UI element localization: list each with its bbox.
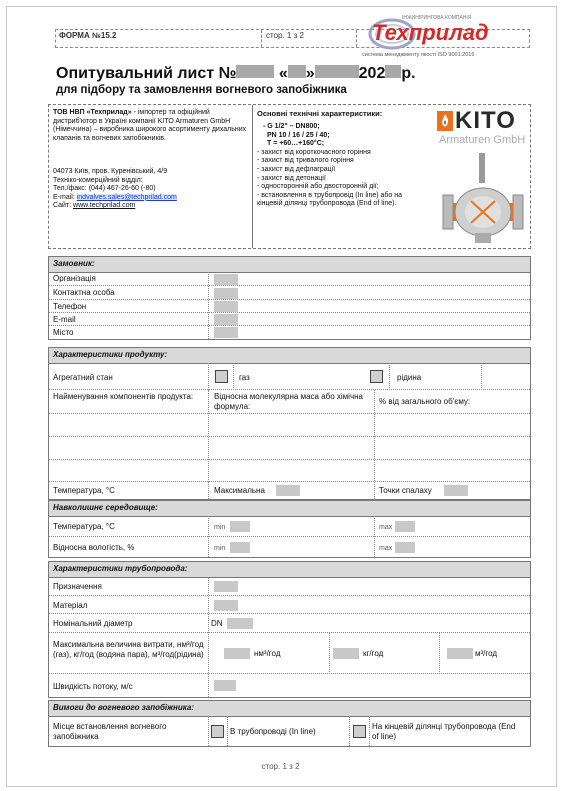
pipeline-section bbox=[48, 561, 531, 698]
purpose-label: Призначення bbox=[53, 582, 102, 591]
pipeline-title: Характеристики трубопровода: bbox=[49, 562, 530, 578]
requirements-title: Вимоги до вогневого запобіжника: bbox=[49, 701, 530, 717]
max-temp-input[interactable] bbox=[276, 485, 300, 496]
env-temp-min-label: min bbox=[214, 524, 226, 531]
customer-section bbox=[48, 256, 531, 340]
humidity-label: Відносна вологість, % bbox=[53, 543, 135, 552]
speed-input[interactable] bbox=[214, 680, 236, 691]
flow-steam-input[interactable] bbox=[333, 648, 359, 659]
flow-gas-input[interactable] bbox=[224, 648, 250, 659]
page-indicator: стор. 1 з 2 bbox=[266, 31, 304, 40]
humidity-max-label: max bbox=[379, 545, 393, 552]
year-field[interactable] bbox=[385, 65, 401, 78]
place-label: Місце встановлення вогневого запобіжника bbox=[53, 722, 167, 741]
nominal-label: Номінальний діаметр bbox=[53, 619, 133, 628]
company-info-box bbox=[48, 104, 531, 249]
gas-checkbox[interactable] bbox=[215, 370, 228, 383]
logo-subtitle: система менеджменту якості ISO 9001:2016 bbox=[362, 52, 475, 58]
endline-checkbox[interactable] bbox=[353, 725, 366, 738]
flame-arrester-image bbox=[441, 153, 525, 245]
org-input[interactable] bbox=[214, 274, 238, 285]
volume-header: % від загального об'єму: bbox=[379, 397, 471, 406]
email-link[interactable]: indvalves.sales@techprilad.com bbox=[76, 193, 177, 201]
kito-logo bbox=[435, 109, 529, 149]
humidity-min-label: min bbox=[214, 545, 226, 552]
page-title: Опитувальний лист № « » 202 р. bbox=[56, 65, 416, 82]
env-temp-max-label: max bbox=[379, 524, 393, 531]
inline-label: В трубопроводі (In line) bbox=[230, 727, 316, 736]
product-title: Характеристики продукту: bbox=[49, 348, 530, 364]
liquid-checkbox[interactable] bbox=[370, 370, 383, 383]
material-input[interactable] bbox=[214, 600, 238, 611]
component-row-1[interactable] bbox=[49, 414, 530, 437]
max-temp-label: Максимальна bbox=[214, 486, 265, 495]
page-subtitle: для підбору та замовлення вогневого запобіжника bbox=[56, 84, 347, 96]
dn-label: DN bbox=[211, 619, 223, 628]
contact-label: Контактна особа bbox=[53, 288, 115, 297]
form-number: ФОРМА №15.2 bbox=[59, 31, 117, 40]
purpose-input[interactable] bbox=[214, 581, 238, 592]
month-field[interactable] bbox=[315, 65, 359, 78]
company-description: ТОВ НВП «Техприлад» - імпортер та офіційний дистриб'ютор в Україні компанії KITO Armaturen GmbH (Німеччина) – виробника широкого асортименту дихальних клапанів та вогневих запобіжників. bbox=[53, 109, 247, 142]
number-field[interactable] bbox=[236, 65, 274, 78]
flow-steam-unit: кг/год bbox=[363, 649, 384, 658]
flash-point-input[interactable] bbox=[444, 485, 468, 496]
humidity-max-input[interactable] bbox=[395, 542, 415, 553]
flame-icon bbox=[437, 111, 453, 131]
site-link[interactable]: www.techprilad.com bbox=[73, 202, 136, 210]
formula-header: Відносна молекулярна маса або хімічна формула: bbox=[214, 392, 363, 411]
environment-section bbox=[48, 500, 531, 558]
contact-input[interactable] bbox=[214, 288, 238, 299]
flash-point-label: Точки спалаху bbox=[379, 486, 432, 495]
day-field[interactable] bbox=[288, 65, 306, 78]
requirements-section bbox=[48, 700, 531, 747]
kito-brand: KITO bbox=[455, 107, 516, 134]
inline-checkbox[interactable] bbox=[211, 725, 224, 738]
component-row-3[interactable] bbox=[49, 460, 530, 482]
flow-label: Максимальна величина витрати, нм³/год (газ), кг/год (водяна пара), м³/год(рідина) bbox=[53, 640, 204, 659]
logo-brand: Техприлад bbox=[372, 20, 489, 45]
endline-label: На кінцевій ділянці трубопровода (End of line) bbox=[372, 722, 516, 741]
specs-title: Основні технічні характеристики: bbox=[257, 109, 383, 118]
email-input[interactable] bbox=[214, 314, 238, 325]
product-temp-label: Температура, °C bbox=[53, 486, 115, 495]
humidity-min-input[interactable] bbox=[230, 542, 250, 553]
flow-liquid-unit: м³/год bbox=[475, 649, 498, 658]
city-input[interactable] bbox=[214, 327, 238, 338]
kito-sub: Armaturen GmbH bbox=[439, 134, 526, 146]
gas-label: газ bbox=[239, 373, 250, 382]
phone-label: Телефон bbox=[53, 302, 87, 311]
org-label: Організація bbox=[53, 274, 96, 283]
company-address: 04073 Київ, пров. Куренівський, 4/9 Техніко-комерційний відділ: Тел./факс: (044) 467-26-60 (-80) E-mail: indvalves.sales@techprilad.com Сайт: www.techprilad.com bbox=[53, 168, 177, 210]
customer-title: Замовник: bbox=[49, 257, 530, 273]
product-section bbox=[48, 347, 531, 500]
aggregate-label: Агрегатний стан bbox=[53, 373, 113, 382]
component-row-2[interactable] bbox=[49, 437, 530, 460]
environment-title: Навколишнє середовище: bbox=[49, 501, 530, 517]
specs-list: - G 1/2" – DN800; PN 10 / 16 / 25 / 40; T = +60…+160°C; - захист від короткочасного горіння - захист від тривалого горіння - захист від дефлаграції - захист від детонації - односторонній або двосторонній дії; - встановлення в трубопровід (In line) або на кінцевій ділянці трубопровода (End of line). bbox=[257, 123, 403, 208]
flow-gas-unit: нм³/год bbox=[254, 649, 281, 658]
footer-page: стор. 1 з 2 bbox=[261, 762, 300, 771]
env-temp-label: Температура, °C bbox=[53, 522, 115, 531]
phone-input[interactable] bbox=[214, 301, 238, 312]
techprylad-logo bbox=[362, 12, 530, 62]
logo-top-text: ІНЖИНІРИНГОВА КОМПАНІЯ bbox=[402, 15, 472, 21]
env-temp-max-input[interactable] bbox=[395, 521, 415, 532]
email-label: E-mail bbox=[53, 315, 76, 324]
flow-liquid-input[interactable] bbox=[447, 648, 473, 659]
dn-input[interactable] bbox=[227, 618, 253, 629]
city-label: Місто bbox=[53, 328, 74, 337]
components-header: Найменування компонентів продукта: bbox=[53, 392, 194, 401]
material-label: Матеріал bbox=[53, 601, 88, 610]
speed-label: Швидкість потоку, м/с bbox=[53, 682, 133, 691]
env-temp-min-input[interactable] bbox=[230, 521, 250, 532]
liquid-label: рідина bbox=[397, 373, 422, 382]
